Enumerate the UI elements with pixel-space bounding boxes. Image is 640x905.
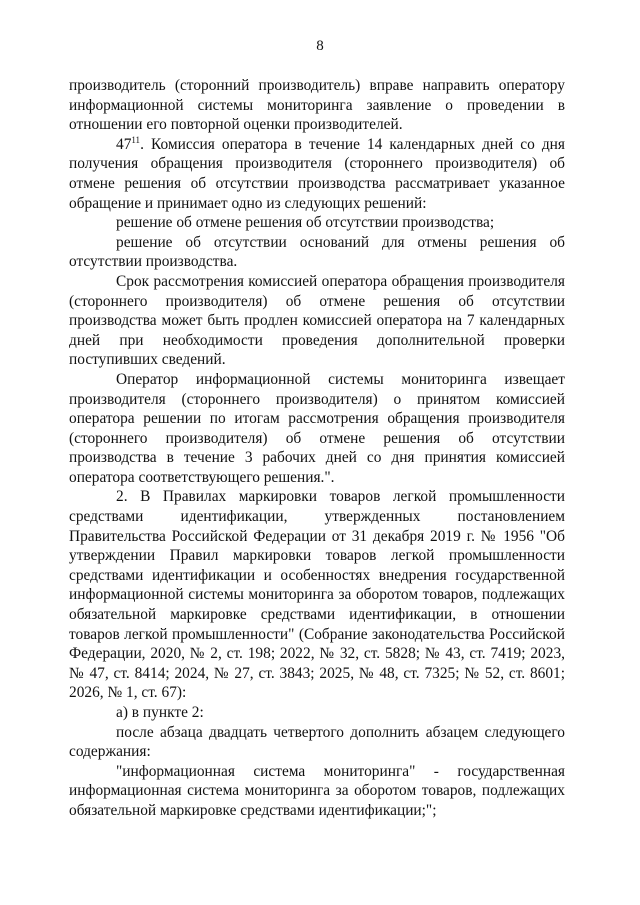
paragraph-clause-47-11 [69, 135, 565, 213]
clause-superscript: 11 [131, 134, 141, 145]
paragraph-insert-instruction: после абзаца двадцать четвертого дополнить абзацем следующего содержания: [69, 723, 565, 761]
clause-text: . Комиссия оператора в течение 14 календарных дней со дня получения обращения производителя (стороннего производителя) об отмене решения об отсутствии производства рассматривает указанное обращение и принимает одно из следующих решений: [69, 135, 565, 212]
paragraph-decision-option-2: решение об отсутствии оснований для отмены решения об отсутствии производства. [69, 233, 565, 271]
paragraph-subitem-a: а) в пункте 2: [116, 704, 204, 721]
paragraph-review-period: Срок рассмотрения комиссией оператора обращения производителя (стороннего производителя) об отмене решения об отсутствии производства может быть продлен комиссией оператора на 7 календарных дней при необходимости проведения дополнительной проверки поступивших сведений. [69, 272, 565, 369]
paragraph-definition: "информационная система мониторинга" - государственная информационная система мониторинга за оборотом товаров, подлежащих обязательной маркировке средствами идентификации;"; [69, 762, 565, 819]
page-number: 8 [316, 38, 324, 54]
paragraph-decision-option-1: решение об отмене решения об отсутствии производства; [116, 214, 495, 232]
paragraph-operator-notice: Оператор информационной системы мониторинга извещает производителя (стороннего производителя) о принятом комиссией оператора решении по итогам рассмотрения обращения производителя (стороннего производителя) об отмене решения об отсутствии производства в течение 3 рабочих дней со дня принятия комиссией оператора соответствующего решения.". [69, 370, 565, 486]
document-body [69, 76, 565, 821]
paragraph-section-2: 2. В Правилах маркировки товаров легкой промышленности средствами идентификации, утвержденных постановлением Правительства Российской Федерации от 31 декабря 2019 г. № 1956 "Об утверждении Правил маркировки товаров легкой промышленности средствами идентификации и особенностях внедрения государственной информационной системы мониторинга за оборотом товаров, подлежащих обязательной маркировке средствами идентификации, в отношении товаров легкой промышленности" (Собрание законодательства Российской Федерации, 2020, № 2, ст. 198; 2022, № 32, ст. 5828; № 43, ст. 7419; 2023, № 47, ст. 8414; 2024, № 27, ст. 3843; 2025, № 48, ст. 7325; № 52, ст. 8601; 2026, № 1, ст. 67): [69, 488, 565, 702]
clause-number: 47 [116, 135, 132, 153]
paragraph-continuation: производитель (сторонний производитель) вправе направить оператору информационной системы мониторинга заявление о проведении в отношении его повторной оценки производителей. [69, 77, 565, 134]
